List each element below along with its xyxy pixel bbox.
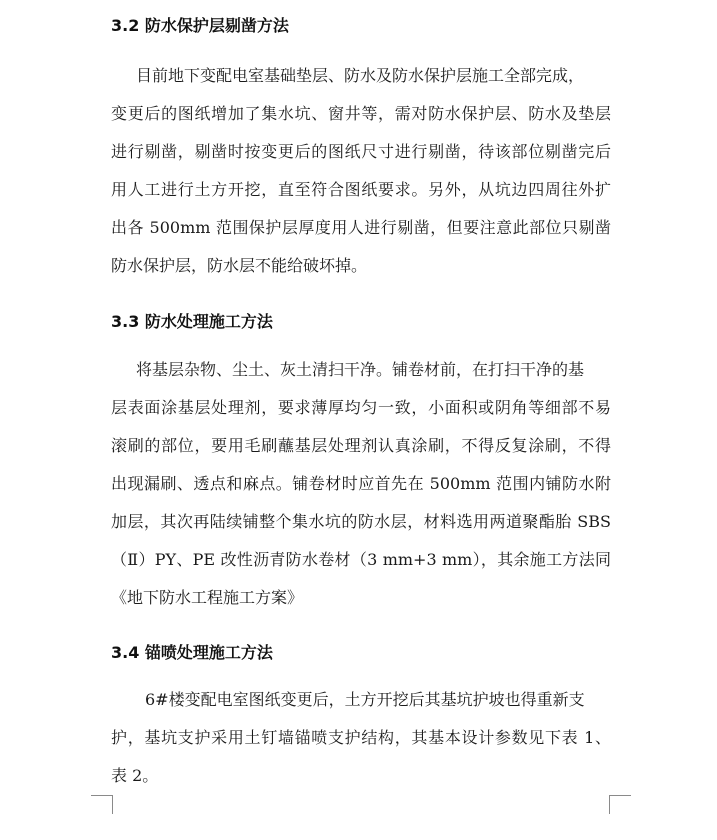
section-3-3-paragraph xyxy=(111,351,611,617)
section-heading-3-2: 3.2 防水保护层剔凿方法 xyxy=(111,16,289,35)
paragraph-line: 护，基坑支护采用土钉墙锚喷支护结构，其基本设计参数见下表 1、 xyxy=(111,728,611,747)
paragraph-line: 滚刷的部位，要用毛刷蘸基层处理剂认真涂刷，不得反复涂刷，不得 xyxy=(111,436,611,455)
paragraph-line: 层表面涂基层处理剂，要求薄厚均匀一致，小面积或阴角等细部不易 xyxy=(111,398,611,417)
paragraph-line: 出各 500mm 范围保护层厚度用人进行剔凿，但要注意此部位只剔凿 xyxy=(111,218,611,237)
paragraph-line: 出现漏刷、透点和麻点。铺卷材时应首先在 500mm 范围内铺防水附 xyxy=(111,474,611,493)
paragraph-line: 防水保护层，防水层不能给破坏掉。 xyxy=(111,256,368,275)
margin-corner-mark-left xyxy=(91,795,113,814)
paragraph-line: 6#楼变配电室图纸变更后，土方开挖后其基坑护坡也得重新支 xyxy=(145,690,585,709)
paragraph-line: 进行剔凿，剔凿时按变更后的图纸尺寸进行剔凿，待该部位剔凿完后 xyxy=(111,142,611,161)
section-heading-3-4: 3.4 锚喷处理施工方法 xyxy=(111,643,273,662)
section-3-4-paragraph xyxy=(111,681,611,795)
paragraph-line: （Ⅱ）PY、PE 改性沥青防水卷材（3 mm+3 mm），其余施工方法同 xyxy=(111,550,611,569)
paragraph-line: 表 2。 xyxy=(111,766,159,785)
paragraph-line: 《地下防水工程施工方案》 xyxy=(111,588,304,607)
paragraph-line: 加层，其次再陆续铺整个集水坑的防水层，材料选用两道聚酯胎 SBS xyxy=(111,512,611,531)
paragraph-line: 用人工进行土方开挖，直至符合图纸要求。另外，从坑边四周往外扩 xyxy=(111,180,611,199)
section-heading-3-3: 3.3 防水处理施工方法 xyxy=(111,312,273,331)
paragraph-line: 目前地下变配电室基础垫层、防水及防水保护层施工全部完成， xyxy=(136,66,585,85)
margin-corner-mark-right xyxy=(609,795,631,814)
paragraph-line: 变更后的图纸增加了集水坑、窗井等，需对防水保护层、防水及垫层 xyxy=(111,104,611,123)
paragraph-line: 将基层杂物、尘土、灰土清扫干净。铺卷材前，在打扫干净的基 xyxy=(136,360,585,379)
section-3-2-paragraph xyxy=(111,57,611,285)
